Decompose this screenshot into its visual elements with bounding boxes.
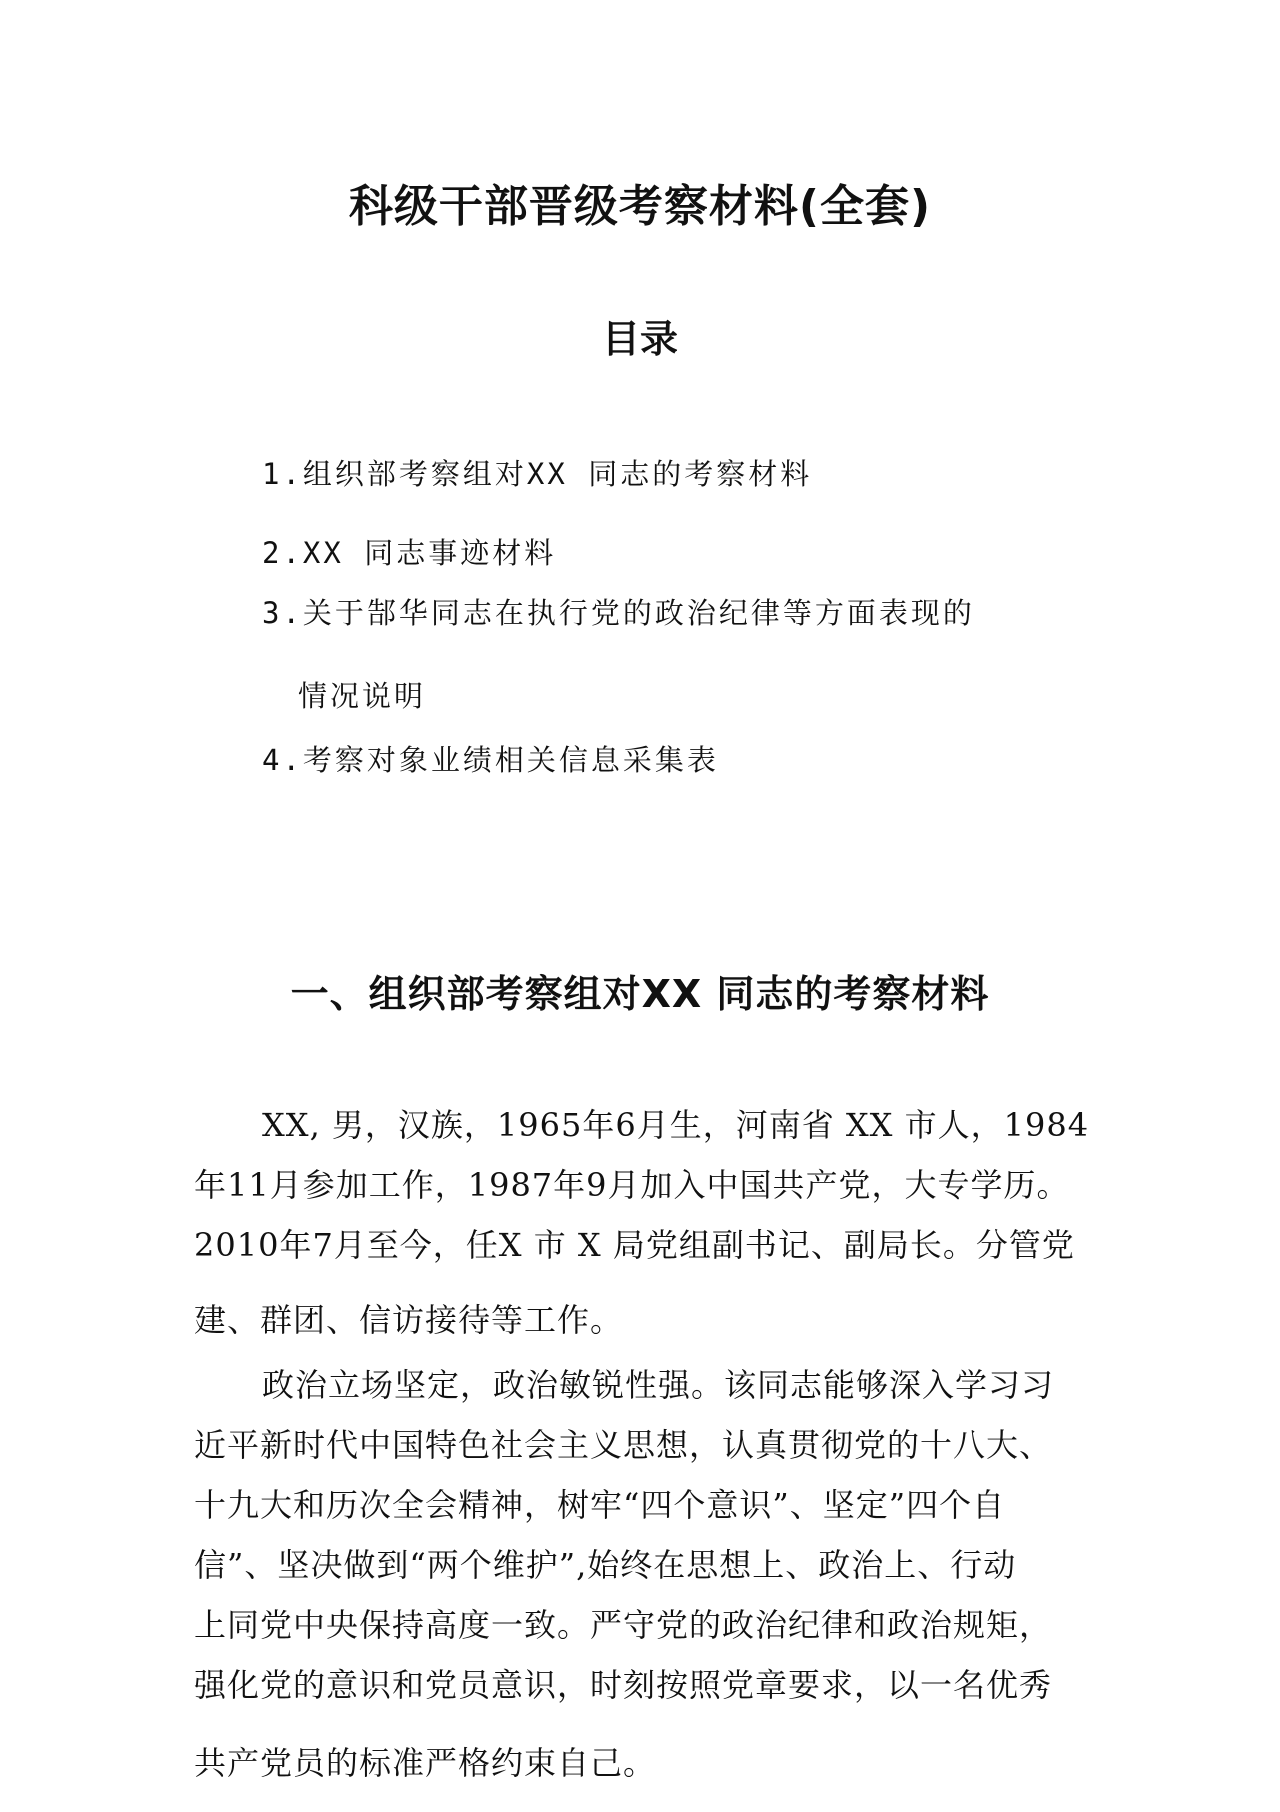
toc-item-3: 3.关于郜华同志在执行党的政治纪律等方面表现的 [262, 596, 975, 630]
toc-item-3-continuation: 情况说明 [298, 679, 427, 713]
body-line: 2010年7月至今，任X 市 X 局党组副书记、副局长。分管党 [194, 1226, 1075, 1264]
toc-item-1: 1.组织部考察组对XX 同志的考察材料 [262, 457, 813, 491]
section-heading: 一、组织部考察组对XX 同志的考察材料 [290, 972, 990, 1016]
body-line: 强化党的意识和党员意识，时刻按照党章要求，以一名优秀 [194, 1666, 1053, 1704]
body-line: 近平新时代中国特色社会主义思想，认真贯彻党的十八大、 [194, 1426, 1053, 1464]
body-line: 十九大和历次全会精神，树牢“四个意识”、坚定”四个自 [194, 1486, 1006, 1524]
body-line: 信”、坚决做到“两个维护”,始终在思想上、政治上、行动 [194, 1546, 1017, 1584]
body-line: XX, 男，汉族，1965年6月生，河南省 XX 市人，1984 [262, 1106, 1090, 1144]
body-line: 上同党中央保持高度一致。严守党的政治纪律和政治规矩， [194, 1606, 1053, 1644]
body-line: 政治立场坚定，政治敏锐性强。该同志能够深入学习习 [262, 1366, 1055, 1404]
toc-heading: 目录 [601, 317, 678, 361]
document-title: 科级干部晋级考察材料(全套) [348, 181, 932, 232]
body-line: 年11月参加工作，1987年9月加入中国共产党，大专学历。 [194, 1166, 1070, 1204]
body-line: 建、群团、信访接待等工作。 [194, 1301, 624, 1339]
body-line: 共产党员的标准严格约束自己。 [194, 1744, 657, 1782]
toc-item-2: 2.XX 同志事迹材料 [262, 536, 557, 570]
toc-item-4: 4.考察对象业绩相关信息采集表 [262, 743, 719, 777]
